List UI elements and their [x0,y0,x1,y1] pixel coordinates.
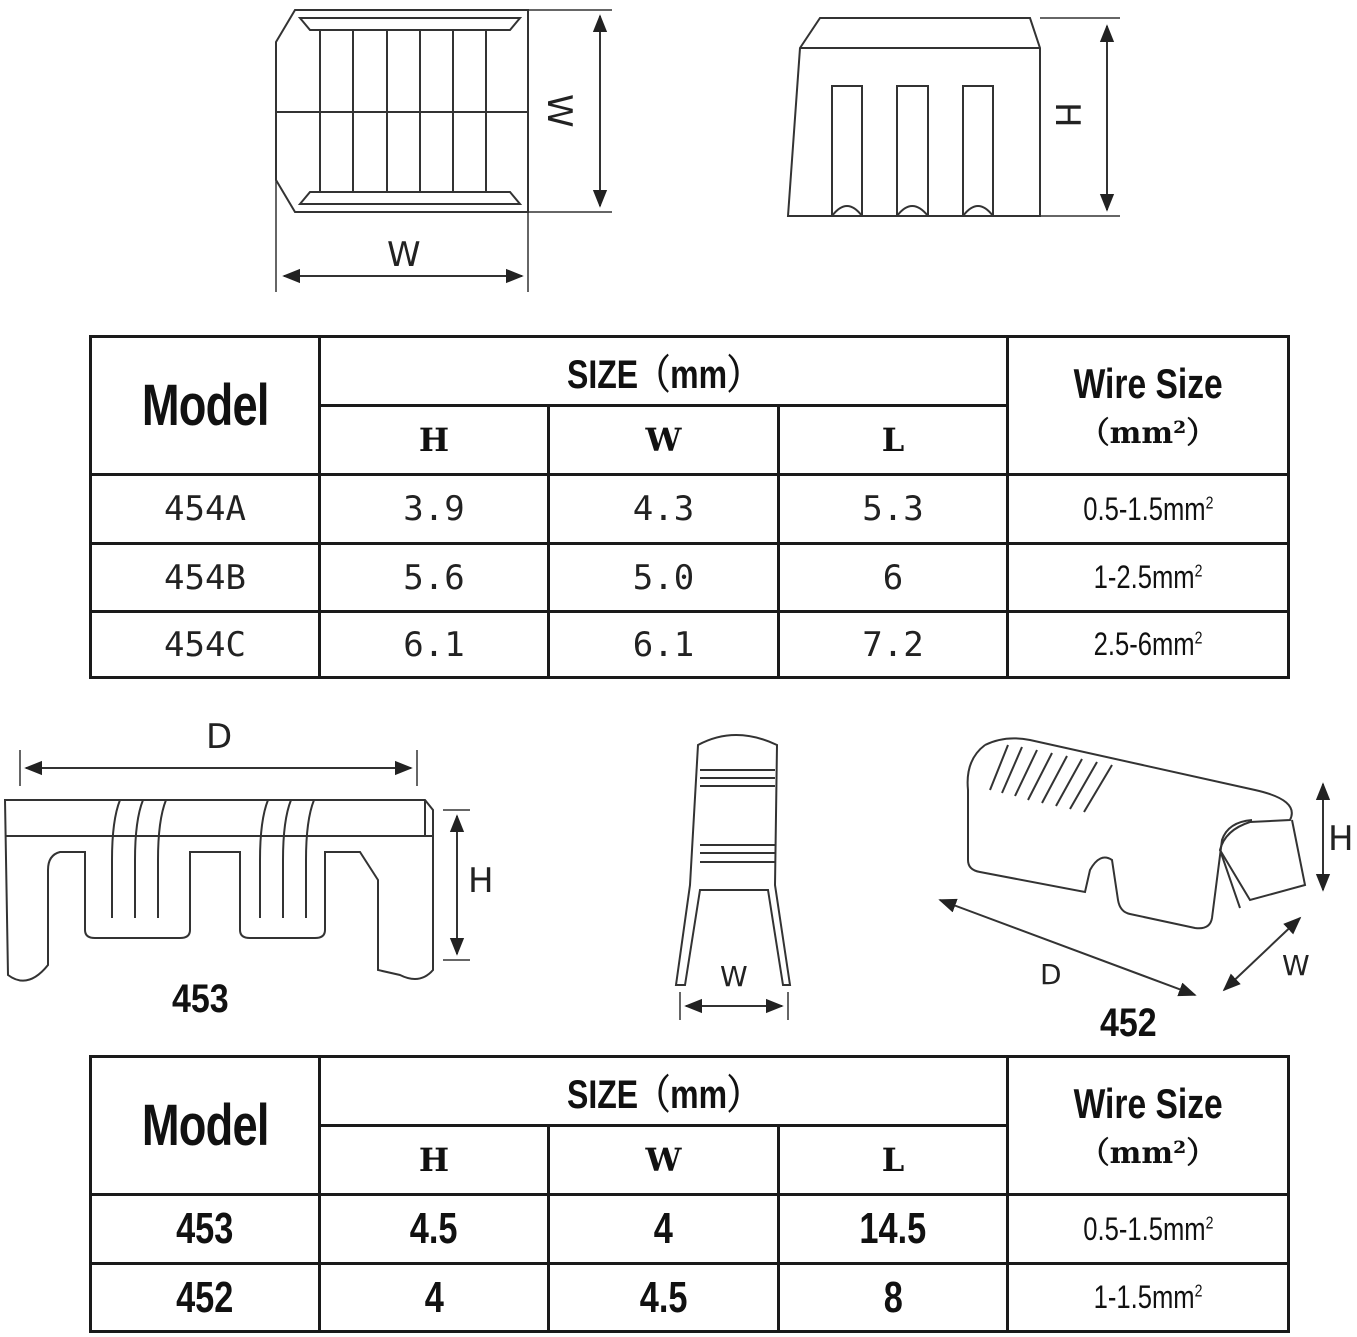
cell-wire: $1-1.5mm^2$ [1008,1264,1289,1332]
header-col-w: W [549,1126,779,1195]
header-model: Model [91,337,320,475]
dim-label-w-bottom: W [387,235,421,275]
table-row [91,612,1289,678]
spec-table-454 [89,335,1290,679]
header-col-h: H [320,1126,549,1195]
cell-wire: $0.5-1.5mm^2$ [1008,475,1289,544]
cell-model: 454A [91,475,320,544]
connector-top-view [276,10,612,292]
header-col-h: H [320,406,549,475]
cell-model: 452 [91,1264,320,1332]
cell-w: 4.5 [549,1264,779,1332]
cell-w: 6.1 [549,612,779,678]
header-size: SIZE（mm） [320,337,1008,406]
table-row [91,1195,1289,1264]
header-col-w: W [549,406,779,475]
dim-label-h-side: H [1047,102,1087,128]
model-label-453: 453 [172,975,229,1021]
table-row [91,1264,1289,1332]
cell-h: 4 [320,1264,549,1332]
dim-label-w-452: W [1282,949,1310,982]
cell-wire: $1-2.5mm^2$ [1008,544,1289,612]
connector-452-view [940,738,1323,995]
dim-label-w-side: W [539,94,579,128]
header-model: Model [91,1057,320,1195]
cell-wire: $2.5-6mm^2$ [1008,612,1289,678]
cell-h: 3.9 [320,475,549,544]
cell-model: 453 [91,1195,320,1264]
dim-label-d-453: D [206,717,233,757]
table-row [91,544,1289,612]
model-label-452: 452 [1100,999,1157,1045]
header-wire-size: Wire Size （mm²） [1008,1057,1289,1195]
cell-w: 4 [549,1195,779,1264]
header-wire-size: Wire Size （mm²） [1008,337,1289,475]
dim-label-h-452: H [1328,819,1354,859]
cell-model: 454C [91,612,320,678]
header-col-l: L [779,406,1008,475]
table-row [91,475,1289,544]
cell-w: 5.0 [549,544,779,612]
cell-l: 5.3 [779,475,1008,544]
cell-l: 6 [779,544,1008,612]
dim-label-w-middle: W [720,960,748,993]
connector-453-view [5,750,470,981]
header-size: SIZE（mm） [320,1057,1008,1126]
cell-l: 7.2 [779,612,1008,678]
dim-label-h-453: H [468,861,494,901]
cell-model: 454B [91,544,320,612]
spec-table-453-452 [89,1055,1290,1333]
cell-h: 6.1 [320,612,549,678]
cell-h: 5.6 [320,544,549,612]
dim-label-d-452: D [1040,958,1062,991]
cell-l: 8 [779,1264,1008,1332]
header-col-l: L [779,1126,1008,1195]
cell-h: 4.5 [320,1195,549,1264]
cell-l: 14.5 [779,1195,1008,1264]
cell-w: 4.3 [549,475,779,544]
cell-wire: $0.5-1.5mm^2$ [1008,1195,1289,1264]
